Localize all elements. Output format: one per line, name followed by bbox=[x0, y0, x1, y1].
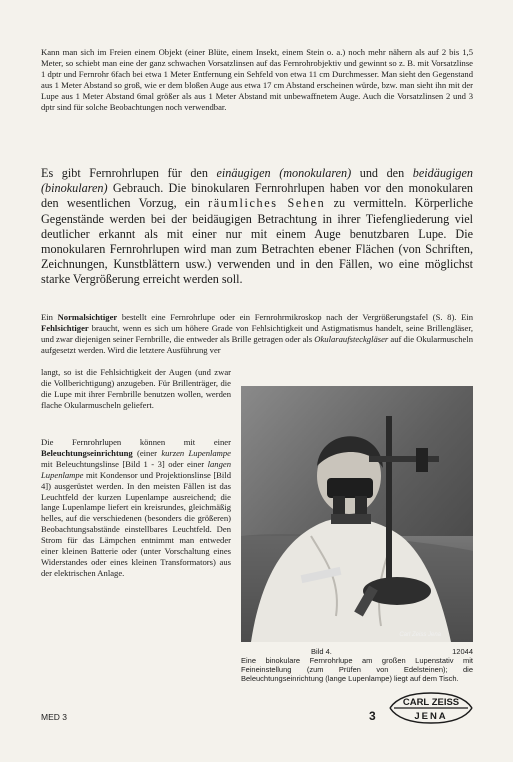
third-paragraph-top: Ein Normalsichtiger bestellt eine Fernrohrlupe oder ein Fernrohrmikroskop nach der Vergrößerungstafel (S. 8). Ein Fehlsichtiger braucht, wenn es sich um höhere Grade von Fehlsichtigkeit und Astigmatismus handelt, seine Brillengläser, und zwar diejenigen seiner Fernbrille, die entweder als Brille getragen oder als Okularaufsteckgläser auf die Okularmuscheln aufgesetzt werden. Wird die letztere Ausführung ver bbox=[41, 312, 473, 355]
carl-zeiss-logo bbox=[388, 690, 474, 726]
third-paragraph-column: langt, so ist die Fehlsichtigkeit der Augen (und zwar die Vollberichtigung) anzugeben. Für Brillenträger, die die Lupe mit ihrer Fernbrille benutzen wollen, werden flache Okularmuscheln geliefert. bbox=[41, 367, 231, 410]
figure-caption bbox=[241, 647, 473, 683]
figure-number: 12044 bbox=[452, 647, 473, 656]
photo-bild-4 bbox=[241, 386, 473, 642]
footer-code: MED 3 bbox=[41, 712, 67, 722]
main-paragraph: Es gibt Fernrohrlupen für den einäugigen (monokularen) und den beidäugigen (binokularen) Gebrauch. Die binokularen Fernrohrlupen haben vor den monokularen den wesentlichen Vorzug, ein räumliches Sehen zu vermitteln. Körperliche Gegenstände werden bei der beidäugigen Betrachtung in ihrer Tiefengliederung viel deutlicher erkannt als mit einer nur mit einem Auge benutzbaren Lupe. Die monokularen Fernrohrlupen wird man zum Betrachten ebener Flächen (von Schriften, Zeichnungen, Kunstblättern usw.) verwenden und in den Fällen, wo eine möglichst starke Vergrößerung erreicht werden soll. bbox=[41, 166, 473, 287]
logo-bottom-text: JENA bbox=[414, 711, 448, 722]
figure-label: Bild 4. bbox=[311, 647, 332, 656]
photo-signature: Carl Zeiss Jena bbox=[399, 632, 441, 638]
figure-caption-text: Eine binokulare Fernrohrlupe am großen Lupenstativ mit Feineinstellung (zum Prüfen von Edelsteinen); die Beleuchtungseinrichtung (lange Lupenlampe) liegt auf dem Tisch. bbox=[241, 656, 473, 683]
page-number: 3 bbox=[369, 709, 376, 723]
fourth-paragraph: Die Fernrohrlupen können mit einer Beleuchtungseinrichtung (einer kurzen Lupenlampe mit Beleuchtungslinse [Bild 1 - 3] oder einer langen Lupenlampe mit Kondensor und Projektionslinse [Bild 4]) ausgerüstet werden. In den meisten Fällen ist das Leuchtfeld der kurzen Lupenlampe ausreichend; die lange Lupenlampe liefert ein kreisrundes, gleichmäßig helles, auf die verschiedenen (besonders die größeren) Beobachtungsabstände einstellbares Leuchtfeld. Den Strom für das Lämpchen entnimmt man entweder einer kleinen Batterie oder (unter Vorschaltung eines Widerstandes oder eines kleinen Transformators) aus der elektrischen Anlage. bbox=[41, 437, 231, 578]
logo-top-text: CARL ZEISS bbox=[402, 697, 460, 708]
intro-paragraph: Kann man sich im Freien einem Objekt (einer Blüte, einem Insekt, einem Stein o. a.) noch mehr nähern als auf 2 bis 1,5 Meter, so schiebt man eine der ganz schwachen Vorsatzlinsen auf das Fernrohrobjektiv und gewinnt so z. B. mit Vorsatzlinse 1 dptr und Fernrohr 6fach bei etwa 1 Meter Entfernung ein Sehfeld von etwa 11 cm Durchmesser. Man sieht den Gegenstand aus 1 Meter Abstand so groß, wie er dem bloßen Auge aus etwa 17 cm Abstand erscheinen würde, bzw. man sieht ihn mit der Lupe aus 1 Meter Abstand 6mal größer als aus 1 Meter Abstand mit unbewaffnetem Auge. Auch die Vorsatzlinsen 2 und 3 dptr sind für solche Beobachtungen noch verwendbar. bbox=[41, 47, 473, 112]
